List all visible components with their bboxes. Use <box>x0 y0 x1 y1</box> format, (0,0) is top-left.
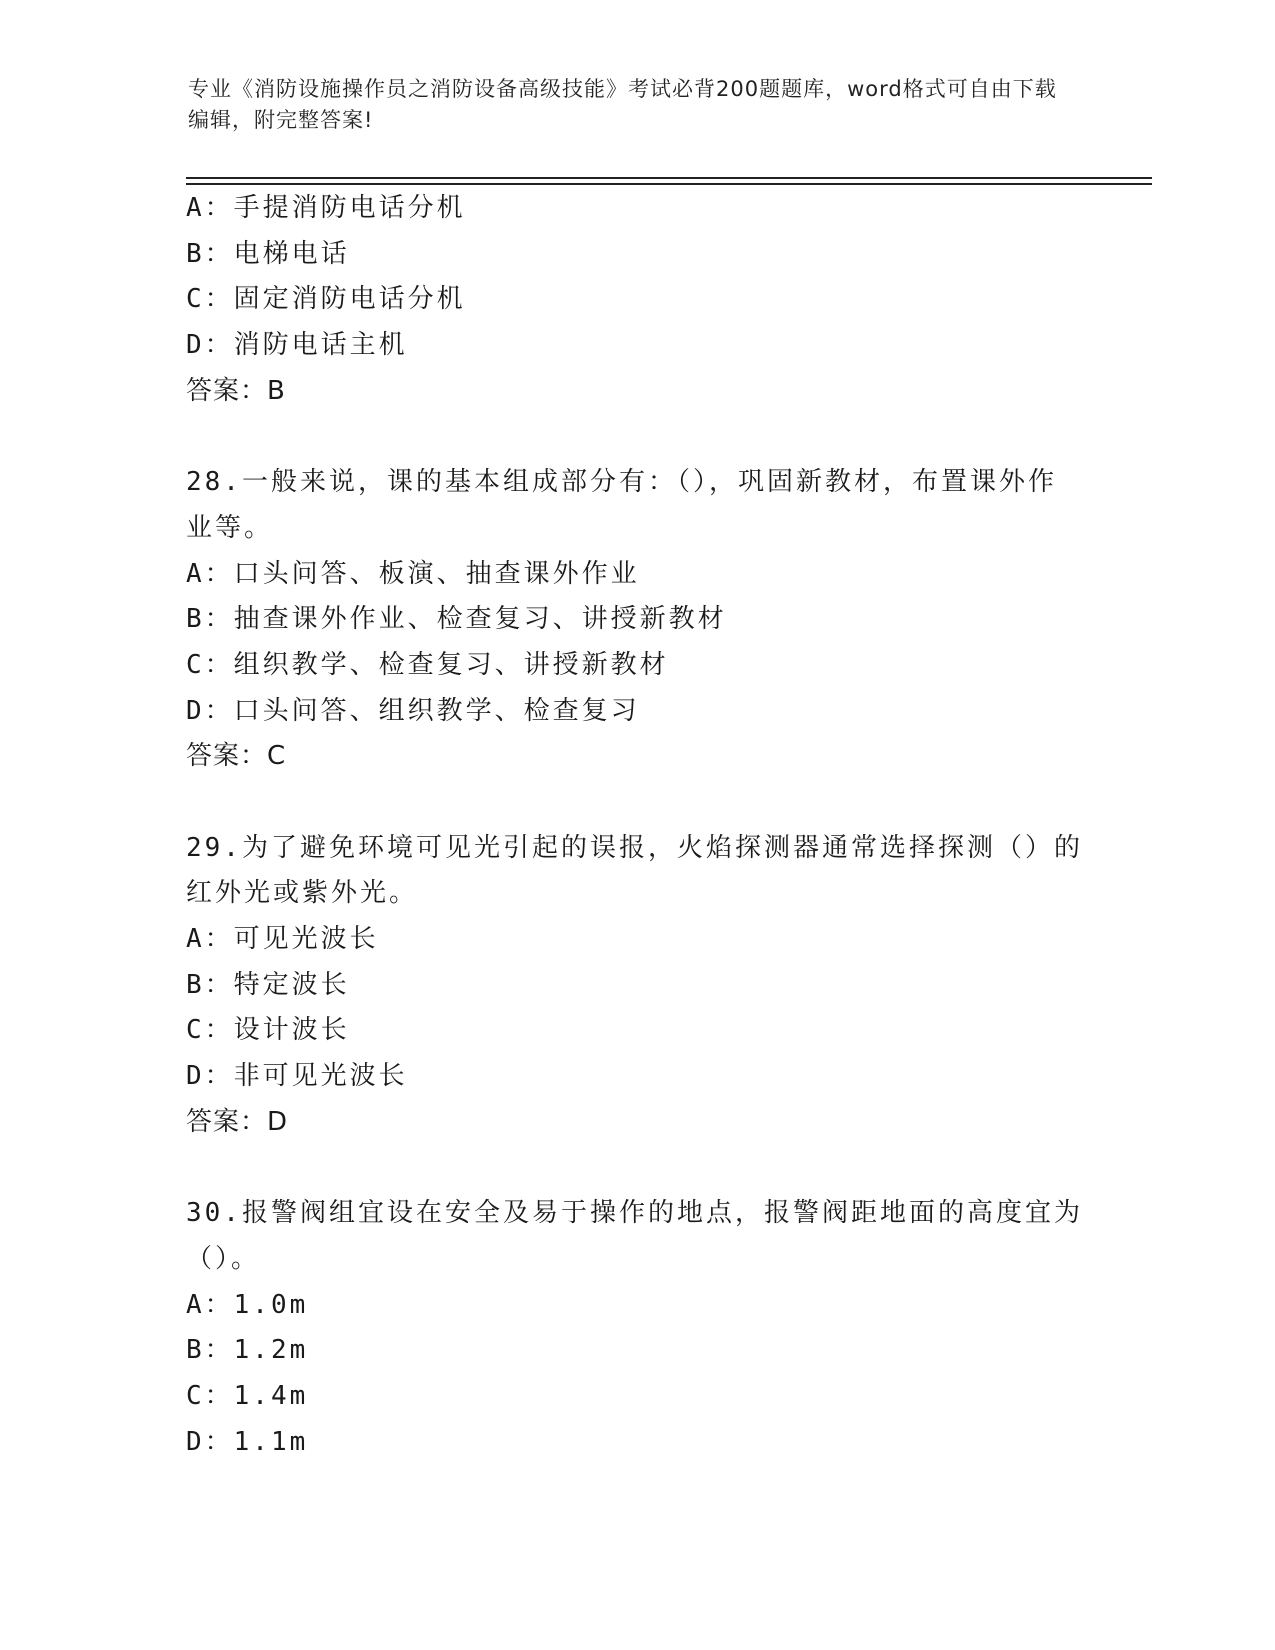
answer-line <box>186 1100 1086 1146</box>
option-label: C： <box>186 649 234 680</box>
question-text-line: （）。 <box>186 1243 261 1274</box>
question-block-27 <box>186 186 1086 414</box>
header-rule-top <box>186 177 1152 179</box>
question-content <box>186 186 1086 1465</box>
option-label: B： <box>186 969 234 1000</box>
option-label: C： <box>186 1015 234 1046</box>
question-text-line: 业等。 <box>186 512 274 543</box>
option-label: B： <box>186 1335 234 1366</box>
option-text: 固定消防电话分机 <box>233 284 466 315</box>
option-text: 设计波长 <box>233 1015 350 1046</box>
answer-label: 答案： <box>186 375 268 406</box>
question-text: 为了避免环境可见光引起的误报，火焰探测器通常选择探测（）的 <box>241 832 1083 863</box>
option-text: 1.4m <box>233 1380 309 1411</box>
question-text-line: 红外光或紫外光。 <box>186 878 419 909</box>
question-block-28 <box>186 460 1086 780</box>
option-line <box>186 277 1086 323</box>
question-block-30 <box>186 1191 1086 1465</box>
option-label: A： <box>186 924 234 954</box>
option-label: A： <box>186 1289 234 1320</box>
question-text: 报警阀组宜设在安全及易于操作的地点，报警阀距地面的高度宜为 <box>241 1198 1083 1229</box>
question-text-line <box>186 460 1086 506</box>
option-text: 非可见光波长 <box>233 1061 408 1092</box>
option-label: A： <box>186 193 234 223</box>
document-header: 专业《消防设施操作员之消防设备高级技能》考试必背200题题库，word格式可自由下载编辑，附完整答案! <box>188 77 1057 132</box>
option-line <box>186 963 1086 1009</box>
option-label: B： <box>186 238 234 269</box>
option-line <box>186 1420 1086 1466</box>
option-text: 特定波长 <box>233 969 350 1000</box>
answer-value: D <box>267 1106 289 1137</box>
option-label: C： <box>186 284 234 315</box>
spacer <box>186 414 1086 460</box>
answer-label: 答案： <box>186 741 268 772</box>
answer-label: 答案： <box>186 1106 268 1137</box>
option-text: 消防电话主机 <box>233 330 408 361</box>
question-number: 29. <box>186 832 242 863</box>
option-line <box>186 186 1086 232</box>
option-text: 手提消防电话分机 <box>233 193 466 223</box>
option-line <box>186 1328 1086 1374</box>
option-label: B： <box>186 604 234 635</box>
option-text: 口头问答、板演、抽查课外作业 <box>233 558 640 589</box>
question-text: 一般来说，课的基本组成部分有：（），巩固新教材，布置课外作 <box>241 467 1057 498</box>
question-text-line <box>186 826 1086 872</box>
option-text: 组织教学、检查复习、讲授新教材 <box>233 649 669 680</box>
option-label: A： <box>186 558 234 589</box>
option-text: 可见光波长 <box>233 924 379 954</box>
option-line <box>186 323 1086 369</box>
question-text-line <box>186 1191 1086 1237</box>
spacer <box>186 1145 1086 1191</box>
answer-value: B <box>267 375 286 406</box>
spacer <box>186 780 1086 826</box>
option-text: 1.1m <box>233 1426 309 1457</box>
option-text: 抽查课外作业、检查复习、讲授新教材 <box>233 604 727 635</box>
option-text: 1.2m <box>233 1335 309 1366</box>
question-number: 30. <box>186 1198 242 1229</box>
option-label: D： <box>186 695 234 726</box>
option-text: 口头问答、组织教学、检查复习 <box>233 695 640 726</box>
option-line <box>186 1283 1086 1329</box>
option-line <box>186 1054 1086 1100</box>
question-block-29 <box>186 826 1086 1146</box>
option-line <box>186 1008 1086 1054</box>
option-label: C： <box>186 1380 234 1411</box>
answer-value: C <box>267 741 287 772</box>
question-number: 28. <box>186 467 242 498</box>
answer-line <box>186 734 1086 780</box>
option-line <box>186 689 1086 735</box>
header-rule-bottom <box>186 183 1152 185</box>
option-line <box>186 643 1086 689</box>
option-line <box>186 917 1086 963</box>
option-line <box>186 1374 1086 1420</box>
answer-line <box>186 369 1086 415</box>
option-label: D： <box>186 1426 234 1457</box>
option-text: 电梯电话 <box>233 238 350 269</box>
option-label: D： <box>186 330 234 361</box>
option-line <box>186 552 1086 598</box>
option-line <box>186 232 1086 278</box>
option-text: 1.0m <box>233 1289 309 1320</box>
option-label: D： <box>186 1061 234 1092</box>
option-line <box>186 597 1086 643</box>
